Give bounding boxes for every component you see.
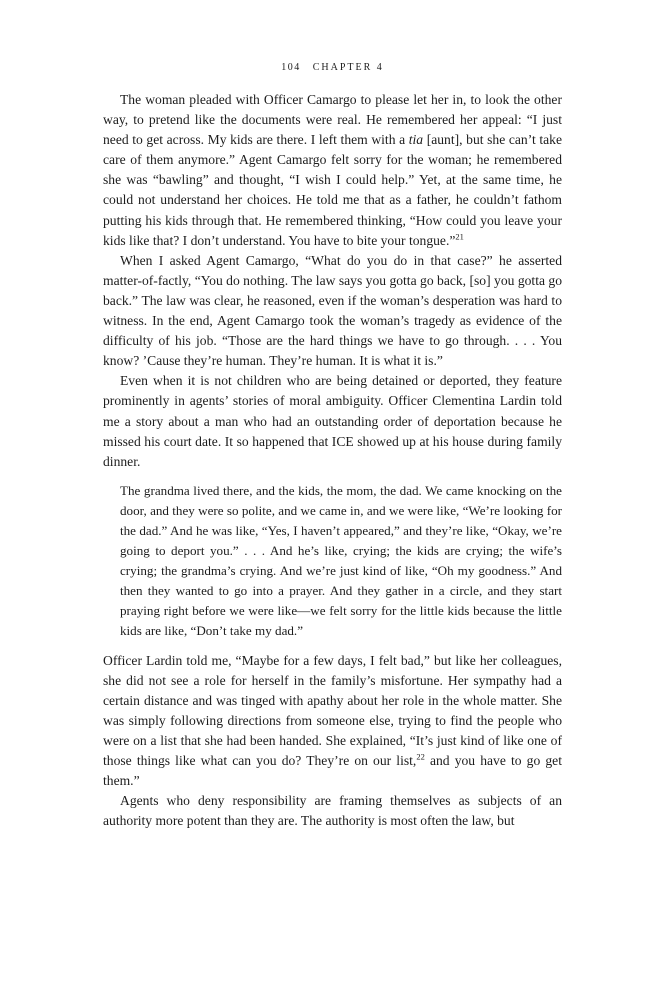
paragraph-2: When I asked Agent Camargo, “What do you do in that case?” he asserted matter-of-factly, “You do nothing. The law says you gotta go back, [so] you gotta go back.” The law was clear, he reasoned, even if the woman’s desperation was hard to witness. In the end, Agent Camargo took the woman’s tragedy as evidence of the difficulty of his job. “Those are the hard things we have to go through. . . . You know? ’Cause they’re human. They’re human. It is what it is.” [103,252,562,369]
paragraph-1: The woman pleaded with Officer Camargo to please let her in, to look the other way, to pretend like the documents were real. He remembered her appeal: “I just need to get across. My kids are there. I left them with a tia [aunt], but she can’t take care of them anymore.” Agent Camargo felt sorry for the woman; he remembered she was “bawling” and thought, “I wish I could help.” Yet, at the same time, he could not understand her choices. He told me that as a father, he couldn’t fathom putting his kids through that. He remembered thinking, “How could you leave your kids like that? I don’t understand. You have to bite your tongue.”$^{21}$ [103,92,562,248]
block-quote-text: The grandma lived there, and the kids, the mom, the dad. We came knocking on the door, and they were so polite, and we came in, and we were like, “We’re looking for the dad.” And he was like, “Yes, I haven’t appeared,” and they’re like, “Okay, we’re going to deport you.” . . . And he’s like, crying; the kids are crying; the wife’s crying; the grandma’s crying. And we’re just kind of like, “Oh my goodness.” And then they wanted to go into a prayer. And they gather in a circle, and they start praying right before we were like—we felt sorry for the little kids because the little kids are like, “Don’t take my dad.” [120,482,562,639]
paragraph-4: Officer Lardin told me, “Maybe for a few days, I felt bad,” but like her colleagues, she did not see a role for herself in the family’s misfortune. Her sympathy had a certain distance and was tinged with apathy about her role in the whole matter. She was simply following directions from someone else, trying to find the people who were on a list that she had been handed. She explained, “It’s just kind of like one of those things like what can you do? They’re on our list,$^{22}$ and you have to go get them.” [103,652,562,789]
italic-term: tia [408,132,424,148]
footnote-ref-22[interactable]: 22 [416,751,425,762]
paragraph-3: Even when it is not children who are being detained or deported, they feature prominently in agents’ stories of moral ambiguity. Officer Clementina Lardin told me a story about a man who had an outstanding order of deportation because he missed his court date. It so happened that ICE showed up at his house during family dinner. [103,373,562,469]
body-text [103,90,562,831]
chapter-label: CHAPTER 4 [312,62,384,73]
paragraph-5: Agents who deny responsibility are framing themselves as subjects of an authority more potent than they are. The authority is most often the law, but [103,793,562,829]
page-number: 104 [281,62,301,73]
footnote-ref-21[interactable]: 21 [455,231,464,242]
running-head [103,62,562,73]
block-quote [120,481,562,642]
